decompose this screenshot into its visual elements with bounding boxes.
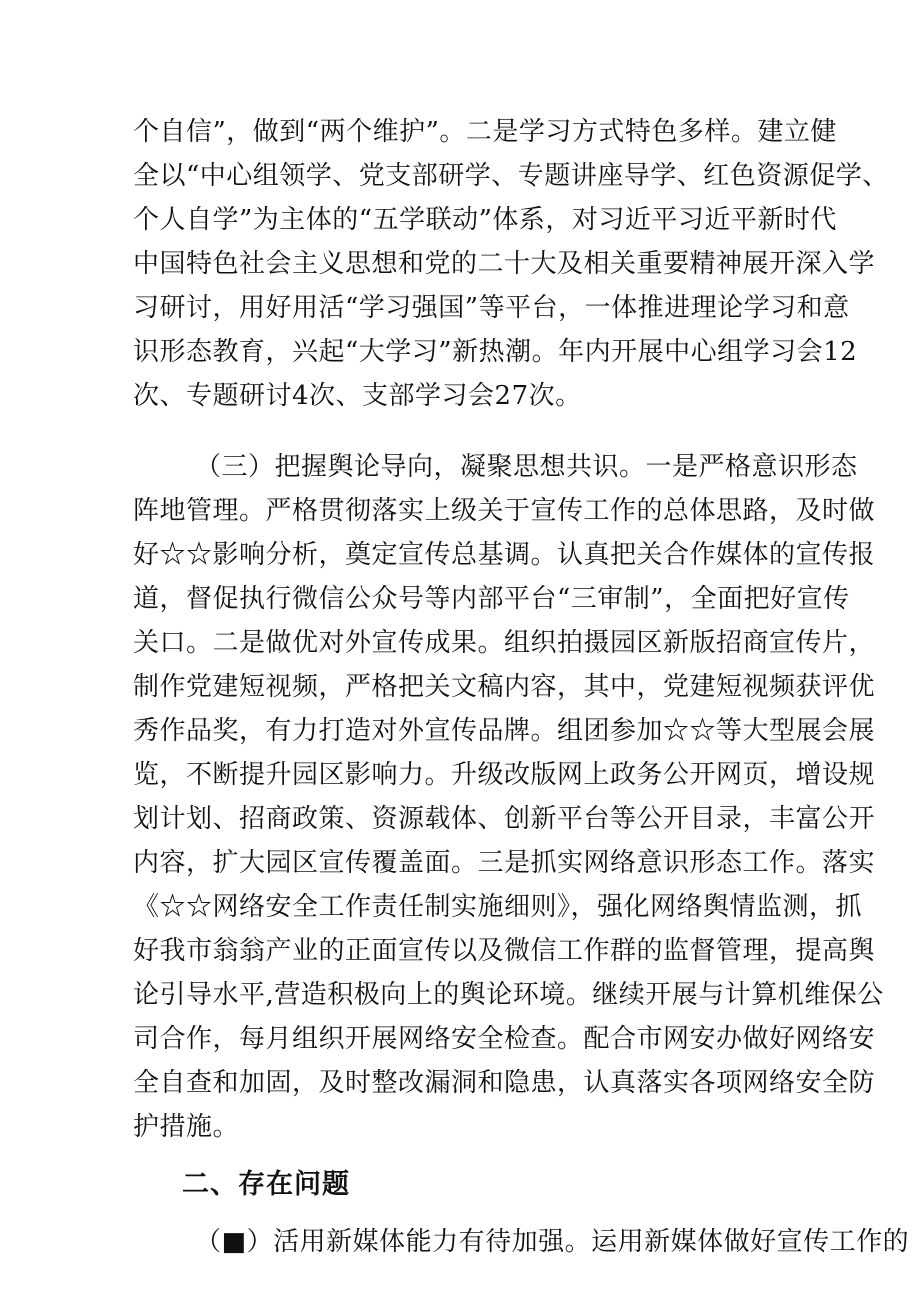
body-text-line: 好我市翁翁产业的正面宣传以及微信工作群的监督管理，提高舆 [133, 936, 876, 966]
body-text-line: 司合作，每月组织开展网络安全检查。配合市网安办做好网络安 [133, 1024, 876, 1054]
body-text-line: 全以“中心组领学、党支部研学、专题讲座导学、红色资源促学、 [133, 161, 889, 191]
body-text-line: 习研讨，用好用活“学习强国”等平台，一体推进理论学习和意 [133, 293, 850, 323]
body-text-line: 阵地管理。严格贯彻落实上级关于宣传工作的总体思路，及时做 [133, 496, 876, 526]
body-text-line: 个人自学”为主体的“五学联动”体系，对习近平习近平新时代 [133, 205, 837, 235]
body-text-line: 览，不断提升园区影响力。升级改版网上政务公开网页，增设规 [133, 760, 876, 790]
body-text-line: 内容，扩大园区宣传覆盖面。三是抓实网络意识形态工作。落实 [133, 848, 876, 878]
body-text-line: （■）活用新媒体能力有待加强。运用新媒体做好宣传工作的 [195, 1227, 910, 1257]
body-text-line: 秀作品奖，有力打造对外宣传品牌。组团参加☆☆等大型展会展 [133, 716, 876, 746]
body-text-line: 制作党建短视频，严格把关文稿内容，其中，党建短视频获评优 [133, 672, 876, 702]
body-text-line: （三）把握舆论导向，凝聚思想共识。一是严格意识形态 [195, 452, 858, 482]
body-text-line: 道，督促执行微信公众号等内部平台“三审制”，全面把好宣传 [133, 584, 850, 614]
body-text-line: 好☆☆影响分析，奠定宣传总基调。认真把关合作媒体的宣传报 [133, 540, 876, 570]
body-text-line: 中国特色社会主义思想和党的二十大及相关重要精神展开深入学 [133, 249, 876, 279]
body-text-line: 个自信”，做到“两个维护”。二是学习方式特色多样。建立健 [133, 117, 837, 147]
body-text-line: 全自查和加固，及时整改漏洞和隐患，认真落实各项网络安全防 [133, 1068, 876, 1098]
section-heading: 二、存在问题 [182, 1169, 350, 1200]
body-text-line: 论引导水平,营造积极向上的舆论环境。继续开展与计算机维保公 [133, 980, 884, 1010]
body-text-line: 识形态教育，兴起“大学习”新热潮。年内开展中心组学习会12 [133, 337, 858, 367]
body-text-line: 《☆☆网络安全工作责任制实施细则》，强化网络舆情监测，抓 [133, 892, 863, 922]
body-text-line: 次、专题研讨4次、支部学习会27次。 [133, 381, 582, 411]
body-text-line: 护措施。 [133, 1112, 240, 1142]
body-text-line: 划计划、招商政策、资源载体、创新平台等公开目录，丰富公开 [133, 804, 876, 834]
body-text-line: 关口。二是做优对外宣传成果。组织拍摄园区新版招商宣传片， [133, 628, 876, 658]
